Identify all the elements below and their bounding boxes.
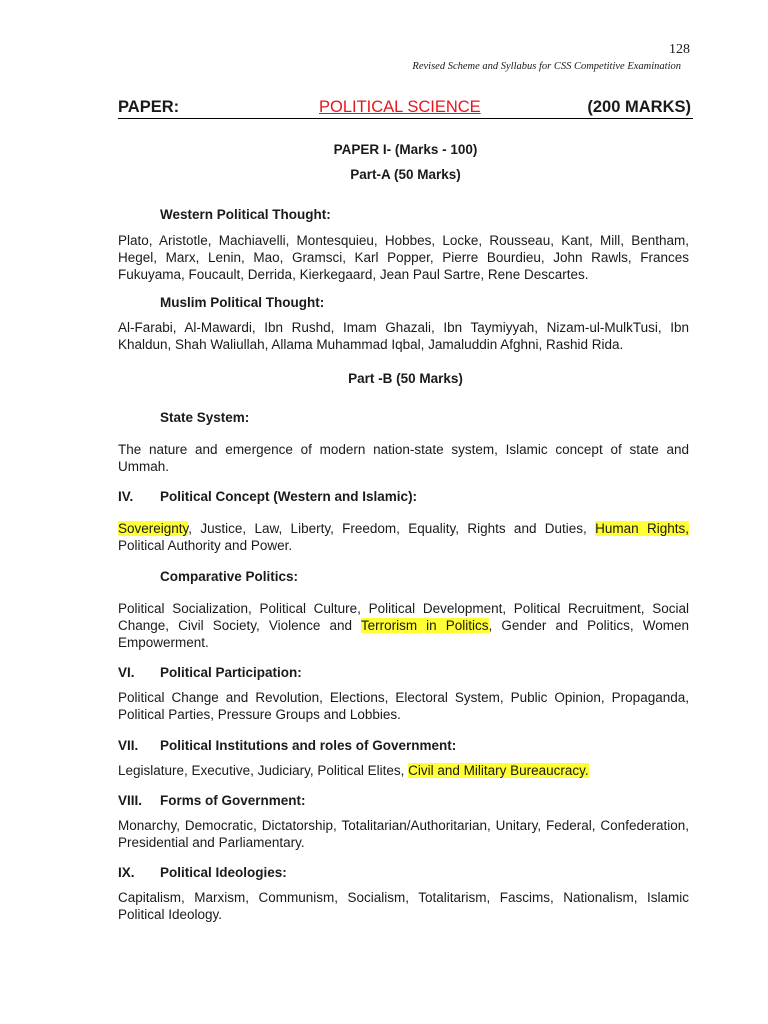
- highlighted-term: Civil and Military Bureaucracy.: [408, 763, 589, 778]
- political-participation-heading: [118, 665, 302, 680]
- muslim-thought-text: Al-Farabi, Al-Mawardi, Ibn Rushd, Imam Ghazali, Ibn Taymiyyah, Nizam-ul-MulkTusi, Ibn Khaldun, Shah Waliullah, Allama Muhammad Iqbal, Jamaluddin Afghni, Rashid Rida.: [118, 320, 689, 352]
- highlighted-term: Sovereignty: [118, 521, 189, 536]
- section-title: Political Institutions and roles of Government:: [160, 738, 457, 753]
- text-run: , Justice, Law, Liberty, Freedom, Equality, Rights and Duties,: [188, 521, 596, 536]
- section-title: Political Ideologies:: [160, 865, 287, 880]
- section-number: VII.: [118, 738, 139, 753]
- part-b-heading: Part -B (50 Marks): [348, 371, 463, 386]
- state-system-text: The nature and emergence of modern nation-state system, Islamic concept of state and Ummah.: [118, 442, 689, 474]
- text-run: Political Socialization, Political Culture, Political Development, Political Recruitment, Social Change, Civil Society, Violence and: [118, 601, 689, 633]
- western-thought-heading: Western Political Thought:: [160, 207, 331, 222]
- paper-label: PAPER:: [118, 98, 180, 116]
- page-number: 128: [669, 42, 690, 57]
- state-system-heading: State System:: [160, 410, 250, 425]
- political-institutions-text: [118, 762, 689, 779]
- subject-title: POLITICAL SCIENCE: [319, 98, 481, 116]
- section-number: IV.: [118, 489, 134, 504]
- highlighted-term: Human Rights,: [595, 521, 689, 536]
- text-run: , Gender and Politics, Women Empowerment.: [118, 618, 689, 650]
- political-ideologies-text: Capitalism, Marxism, Communism, Socialism, Totalitarism, Fascims, Nationalism, Islamic Political Ideology.: [118, 890, 689, 922]
- section-number: VIII.: [118, 793, 143, 808]
- part-a-heading: Part-A (50 Marks): [350, 167, 461, 182]
- political-concept-heading: [118, 489, 417, 504]
- highlighted-term: Terrorism in Politics: [360, 618, 489, 633]
- comparative-politics-text: [118, 600, 689, 651]
- total-marks: (200 MARKS): [587, 98, 691, 116]
- political-concept-text: [118, 520, 689, 554]
- text-run: Political Authority and Power.: [118, 538, 293, 553]
- political-institutions-heading: [118, 738, 456, 753]
- section-number: IX.: [118, 865, 135, 880]
- political-ideologies-heading: [118, 865, 287, 880]
- political-participation-text: Political Change and Revolution, Elections, Electoral System, Public Opinion, Propaganda, Political Parties, Pressure Groups and Lobbies.: [118, 690, 689, 722]
- forms-of-government-heading: [118, 793, 306, 808]
- running-head: Revised Scheme and Syllabus for CSS Competitive Examination: [412, 61, 681, 72]
- text-run: Legislature, Executive, Judiciary, Political Elites,: [118, 763, 409, 778]
- comparative-politics-heading: Comparative Politics:: [160, 569, 299, 584]
- forms-of-government-text: Monarchy, Democratic, Dictatorship, Totalitarian/Authoritarian, Unitary, Federal, Confederation, Presidential and Parliamentary.: [118, 818, 689, 850]
- section-number: VI.: [118, 665, 135, 680]
- western-thought-text: Plato, Aristotle, Machiavelli, Montesquieu, Hobbes, Locke, Rousseau, Kant, Mill, Bentham, Hegel, Marx, Lenin, Mao, Gramsci, Karl Popper, Pierre Bourdieu, John Rawls, Frances Fukuyama, Foucault, Derrida, Kierkegaard, Jean Paul Sartre, Rene Descartes.: [118, 233, 689, 282]
- section-title: Political Concept (Western and Islamic):: [160, 489, 418, 504]
- section-title: Forms of Government:: [160, 793, 306, 808]
- paper-title-row: [118, 96, 693, 119]
- section-title: Political Participation:: [160, 665, 302, 680]
- muslim-thought-heading: Muslim Political Thought:: [160, 295, 325, 310]
- paper-one-heading: PAPER I- (Marks - 100): [333, 142, 478, 157]
